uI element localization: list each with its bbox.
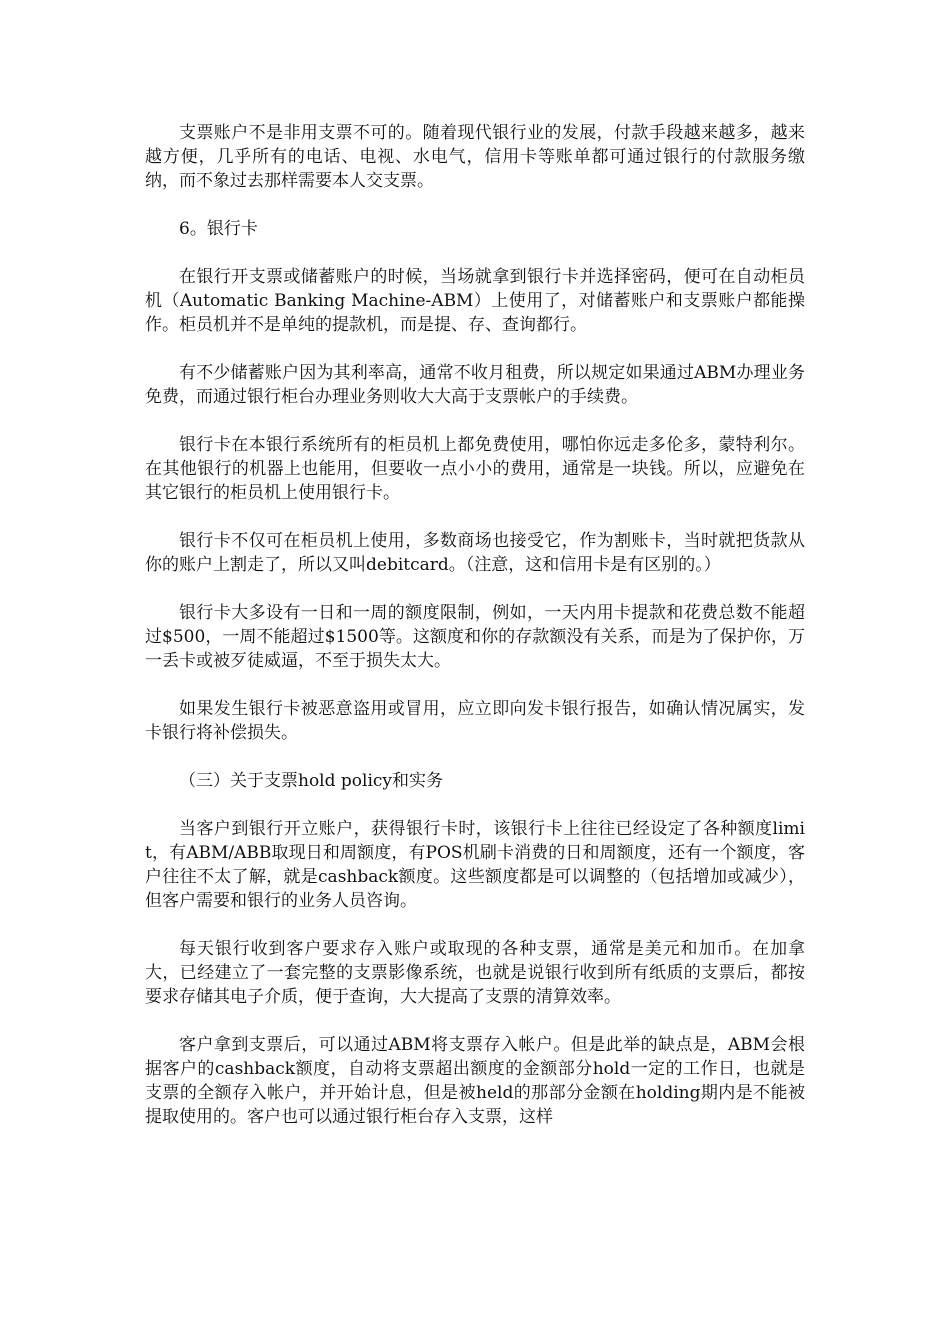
section-heading-hold-policy: （三）关于支票hold policy和实务 <box>179 771 444 791</box>
paragraph-account-limits: 当客户到银行开立账户，获得银行卡时，该银行卡上往往已经设定了各种额度limit，有ABM/ABB取现日和周额度，有POS机刷卡消费的日和周额度，还有一个额度，客户往往不太了解，就是cashback额度。这些额度都是可以调整的（包括增加或减少），但客户需要和银行的业务人员咨询。 <box>145 819 805 911</box>
paragraph-card-limits: 银行卡大多设有一日和一周的额度限制，例如，一天内用卡提款和花费总数不能超过$500，一周不能超过$1500等。这额度和你的存款额没有关系，而是为了保护你，万一丢卡或被歹徒威逼，不至于损失太大。 <box>145 603 805 671</box>
paragraph-abm-network: 银行卡在本银行系统所有的柜员机上都免费使用，哪怕你远走多伦多，蒙特利尔。在其他银行的机器上也能用，但要收一点小小的费用，通常是一块钱。所以，应避免在其它银行的柜员机上使用银行卡。 <box>145 435 805 503</box>
paragraph-bank-card-abm: 在银行开支票或储蓄账户的时候，当场就拿到银行卡并选择密码，便可在自动柜员机（Automatic Banking Machine-ABM）上使用了，对储蓄账户和支票账户都能操作。柜员机并不是单纯的提款机，而是提、存、查询都行。 <box>145 267 805 335</box>
section-heading-bank-card: 6。银行卡 <box>179 219 258 239</box>
paragraph-debit-card: 银行卡不仅可在柜员机上使用，多数商场也接受它，作为割账卡，当时就把货款从你的账户上割走了，所以又叫debitcard。（注意，这和信用卡是有区别的。） <box>145 531 805 575</box>
paragraph-abm-deposit: 客户拿到支票后，可以通过ABM将支票存入帐户。但是此举的缺点是，ABM会根据客户的cashback额度，自动将支票超出额度的金额部分hold一定的工作日，也就是支票的全额存入帐户，并开始计息，但是被held的那部分金额在holding期内是不能被提取使用的。客户也可以通过银行柜台存入支票，这样 <box>145 1035 805 1127</box>
document-page <box>145 121 805 1153</box>
paragraph-checking-not-required: 支票账户不是非用支票不可的。随着现代银行业的发展，付款手段越来越多，越来越方便，几乎所有的电话、电视、水电气，信用卡等账单都可通过银行的付款服务缴纳，而不象过去那样需要本人交支票。 <box>145 123 805 191</box>
paragraph-card-fraud: 如果发生银行卡被恶意盗用或冒用，应立即向发卡银行报告，如确认情况属实，发卡银行将补偿损失。 <box>145 699 805 743</box>
paragraph-cheque-imaging: 每天银行收到客户要求存入账户或取现的各种支票，通常是美元和加币。在加拿大，已经建立了一套完整的支票影像系统，也就是说银行收到所有纸质的支票后，都按要求存储其电子介质，便于查询，大大提高了支票的清算效率。 <box>145 939 805 1007</box>
paragraph-savings-fees: 有不少储蓄账户因为其利率高，通常不收月租费，所以规定如果通过ABM办理业务免费，而通过银行柜台办理业务则收大大高于支票帐户的手续费。 <box>145 363 805 407</box>
